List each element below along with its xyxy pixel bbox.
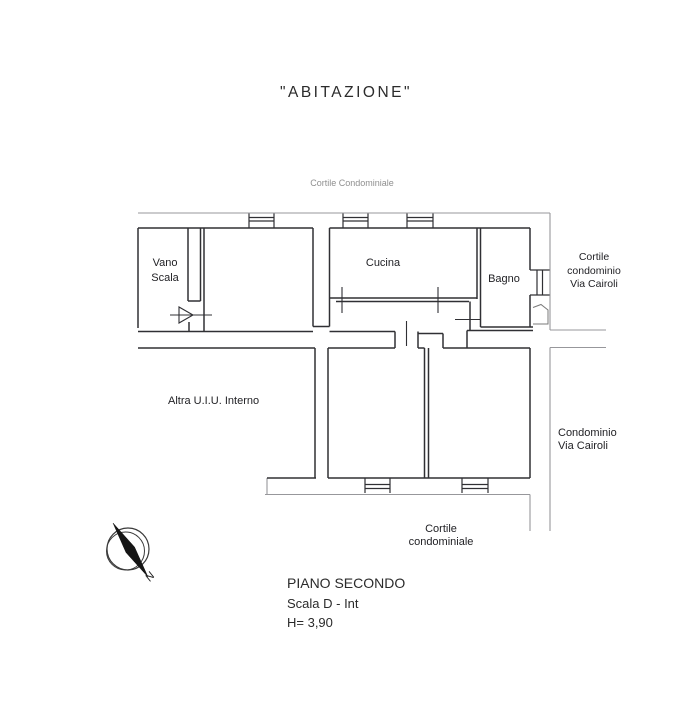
label-cortile-condominio-line3: Via Cairoli	[570, 278, 618, 290]
label-cortile-condominio-line1: Cortile	[578, 251, 610, 263]
plan-title: "ABITAZIONE"	[279, 84, 413, 101]
label-condominio-line2: Via Cairoli	[558, 440, 608, 452]
label-cortile-condominio-line2: condominio	[567, 265, 621, 277]
label-cortile-condominiale-top: Cortile Condominiale	[310, 178, 394, 188]
label-cortile-condominiale-bottom-line2: condominiale	[408, 536, 474, 548]
room-label-cucina: Cucina	[365, 257, 401, 269]
label-altra-uiu-interno: Altra U.I.U. Interno	[168, 395, 260, 407]
label-cortile-condominiale-bottom-line1: Cortile	[425, 523, 457, 535]
footer-staircase-label: Scala D - Int	[287, 596, 359, 611]
compass-north-icon	[107, 523, 158, 584]
balcony-door-icon	[533, 305, 548, 325]
room-label-vano-scala-line2: Scala	[151, 272, 179, 284]
room-label-bagno: Bagno	[488, 273, 520, 285]
footer-floor-label: PIANO SECONDO	[287, 575, 406, 591]
label-condominio-line1: Condominio	[558, 427, 617, 439]
room-label-vano-scala-line1: Vano	[152, 257, 178, 269]
interior-walls	[138, 228, 533, 478]
door-symbols	[170, 287, 548, 346]
window-symbols	[249, 214, 550, 494]
compass-north-label: N	[143, 570, 158, 584]
footer-height-label: H= 3,90	[287, 615, 333, 630]
